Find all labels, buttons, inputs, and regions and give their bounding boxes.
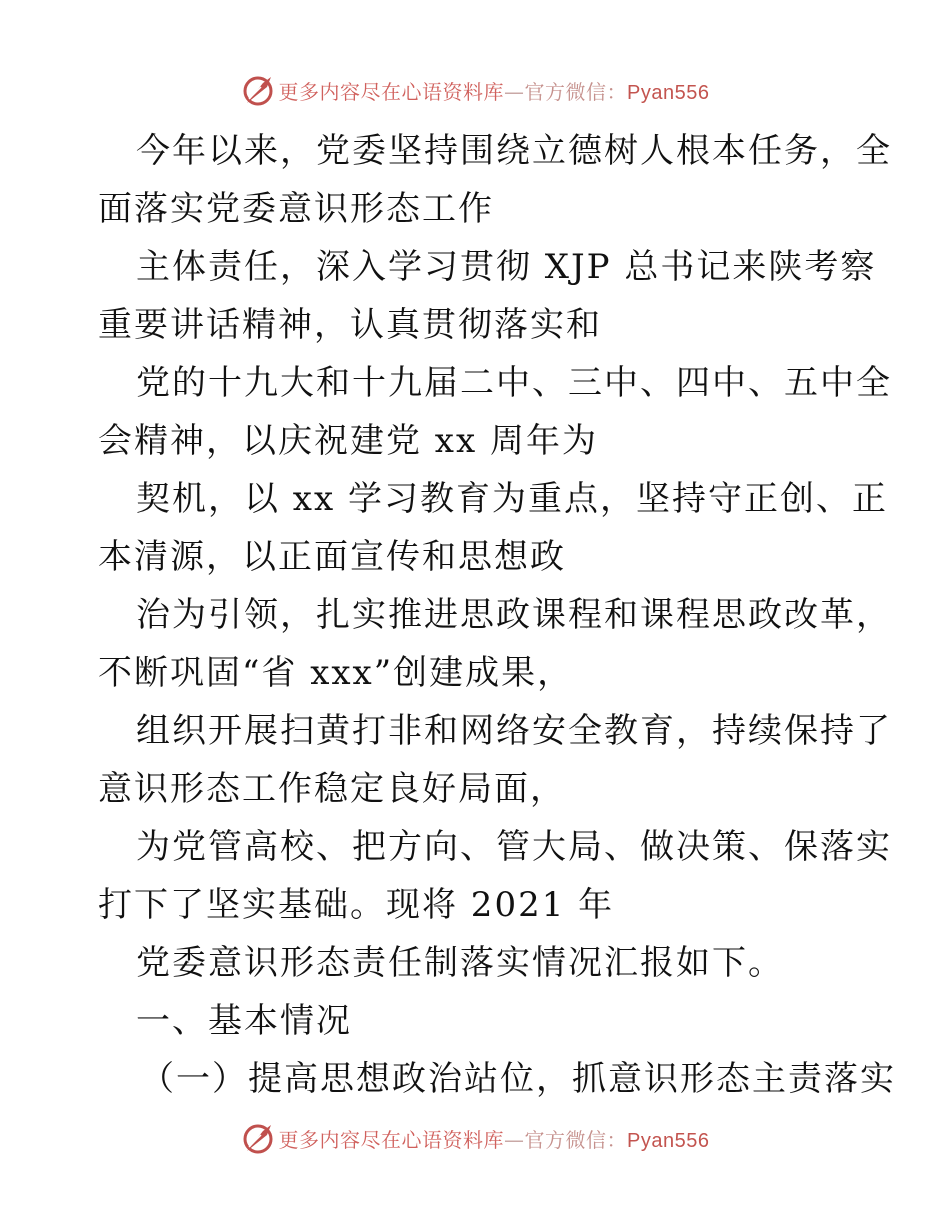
text-line: 面落实党委意识形态工作 bbox=[98, 189, 494, 229]
watermark-main: 更多内容尽在心语资料库 bbox=[278, 1127, 505, 1152]
watermark-wechat-id: Pyan556 bbox=[627, 81, 710, 104]
quill-logo-icon bbox=[241, 73, 275, 107]
text-line: 组织开展扫黄打非和网络安全教育，持续保持了 bbox=[136, 711, 892, 751]
text-line: 重要讲话精神，认真贯彻落实和 bbox=[98, 305, 602, 345]
text-line: 本清源，以正面宣传和思想政 bbox=[98, 537, 566, 577]
text-line: 会精神，以庆祝建党 xx 周年为 bbox=[98, 421, 598, 461]
text-line: 党委意识形态责任制落实情况汇报如下。 bbox=[136, 943, 784, 983]
watermark-wechat-label: 官方微信： bbox=[524, 79, 628, 104]
text-line: 打下了坚实基础。现将 2021 年 bbox=[98, 885, 615, 925]
text-line: 治为引领，扎实推进思政课程和课程思政改革， bbox=[136, 595, 892, 635]
text-line: 不断巩固“省 xxx”创建成果， bbox=[98, 653, 574, 693]
text-line: 主体责任，深入学习贯彻 XJP 总书记来陕考察 bbox=[136, 247, 877, 287]
watermark-dash: — bbox=[504, 1127, 525, 1152]
text-line: 契机，以 xx 学习教育为重点，坚持守正创、正 bbox=[136, 479, 888, 519]
watermark-text bbox=[279, 76, 710, 105]
document-body bbox=[98, 122, 896, 1108]
text-line: 意识形态工作稳定良好局面， bbox=[98, 769, 566, 809]
text-line: 党的十九大和十九届二中、三中、四中、五中全 bbox=[136, 363, 892, 403]
footer-watermark bbox=[0, 1118, 950, 1158]
quill-logo-icon bbox=[241, 1121, 275, 1155]
watermark-wechat-id: Pyan556 bbox=[627, 1129, 710, 1152]
text-line: 一、基本情况 bbox=[136, 1001, 352, 1041]
text-line: （一）提高思想政治站位，抓意识形态主责落实 bbox=[140, 1059, 896, 1099]
text-line: 为党管高校、把方向、管大局、做决策、保落实 bbox=[136, 827, 892, 867]
text-line: 今年以来，党委坚持围绕立德树人根本任务，全 bbox=[136, 131, 892, 171]
watermark-text bbox=[279, 1124, 710, 1153]
watermark-dash: — bbox=[504, 79, 525, 104]
header-watermark bbox=[0, 70, 950, 110]
watermark-wechat-label: 官方微信： bbox=[524, 1127, 628, 1152]
watermark-main: 更多内容尽在心语资料库 bbox=[278, 79, 505, 104]
